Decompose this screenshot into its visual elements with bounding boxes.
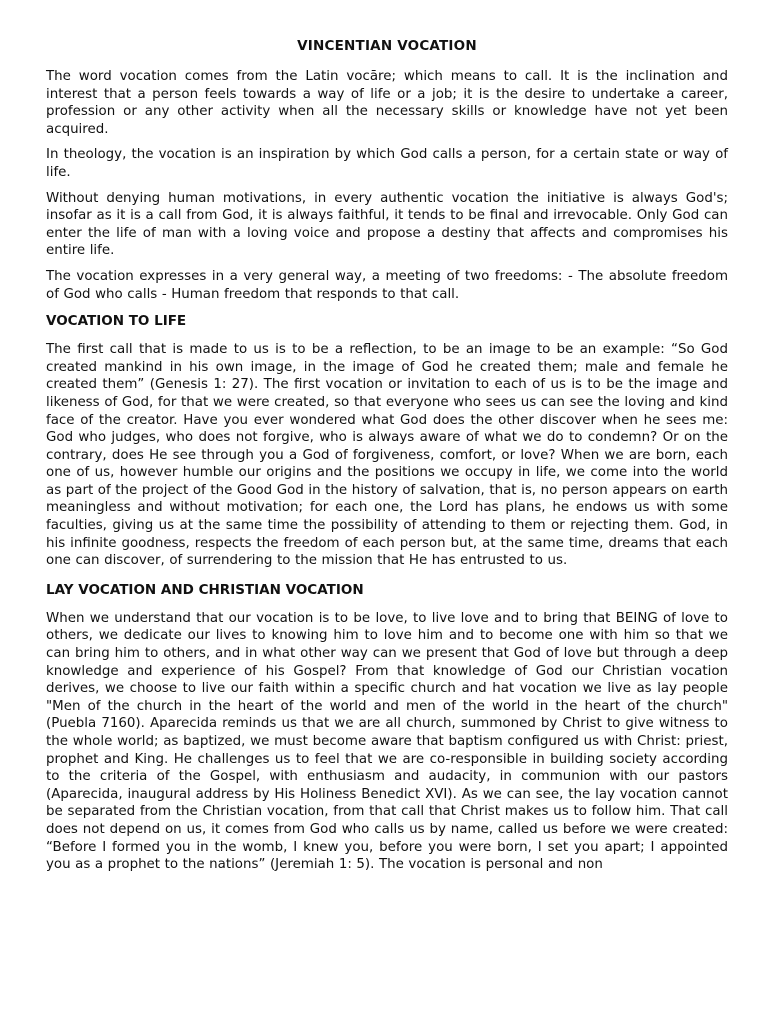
document-title: VINCENTIAN VOCATION: [297, 38, 477, 54]
section-paragraph-lay-vocation: When we understand that our vocation is to be love, to live love and to bring that BEING of love to others, we dedicate our lives to knowing him to love him and to become one with him so that we can bring him to others, and in what other way can we present that God of love but through a deep knowledge and experience of his Gospel? From that knowledge of God our Christian vocation derives, we choose to live our faith within a specific church and hat vocation we live as lay people "Men of the church in the heart of the world and men of the world in the heart of the church" (Puebla 7160). Aparecida reminds us that we are all church, summoned by Christ to give witness to the whole world; as baptized, we must become aware that baptism configured us with Christ: priest, prophet and King. He challenges us to feel that we are co-responsible in building society according to the criteria of the Gospel, with enthusiasm and audacity, in communion with our pastors (Aparecida, inaugural address by His Holiness Benedict XVI). As we can see, the lay vocation cannot be separated from the Christian vocation, from that call that Christ makes us to follow him. That call does not depend on us, it comes from God who calls us by name, called us before we were created: “Before I formed you in the womb, I knew you, before you were born, I set you apart; I appointed you as a prophet to the nations” (Jeremiah 1: 5). The vocation is personal and non: [46, 610, 728, 873]
section-paragraph-vocation-to-life: The first call that is made to us is to be a reflection, to be an image to be an example: “So God created mankind in his own image, in the image of God he created them; male and female he created them” (Genesis 1: 27). The first vocation or invitation to each of us is to be the image and likeness of God, for that we were created, so that everyone who sees us can see the loving and kind face of the creator. Have you ever wondered what God does the other discover when he sees me: God who judges, who does not forgive, who is always aware of what we do to condemn? Or on the contrary, does He see through you a God of forgiveness, comfort, or love? When we are born, each one of us, however humble our origins and the positions we occupy in life, we come into the world as part of the project of the Good God in the history of salvation, that is, no person appears on earth meaningless and without motivation; for each one, the Lord has plans, he endows us with some faculties, giving us at the same time the possibility of attending to them or rejecting them. God, in his infinite goodness, respects the freedom of each person but, at the same time, dreams that each one can discover, of surrendering to the mission that He has entrusted to us.: [46, 342, 728, 569]
intro-paragraph-1: The word vocation comes from the Latin vocāre; which means to call. It is the inclination and interest that a person feels towards a way of life or a job; it is the desire to undertake a career, profession or any other activity when all the necessary skills or knowledge have not yet been acquired.: [46, 69, 728, 137]
intro-paragraph-4: The vocation expresses in a very general way, a meeting of two freedoms: - The absolute freedom of God who calls - Human freedom that responds to that call.: [46, 268, 728, 302]
intro-paragraph-2: In theology, the vocation is an inspiration by which God calls a person, for a certain state or way of life.: [46, 147, 728, 180]
intro-paragraph-3: Without denying human motivations, in every authentic vocation the initiative is always God's; insofar as it is a call from God, it is always faithful, it tends to be final and irrevocable. Only God can enter the life of man with a loving voice and propose a destiny that affects and compromises his entire life.: [46, 190, 728, 259]
section-heading-lay-vocation: LAY VOCATION AND CHRISTIAN VOCATION: [46, 581, 364, 598]
section-heading-vocation-to-life: VOCATION TO LIFE: [46, 313, 187, 330]
